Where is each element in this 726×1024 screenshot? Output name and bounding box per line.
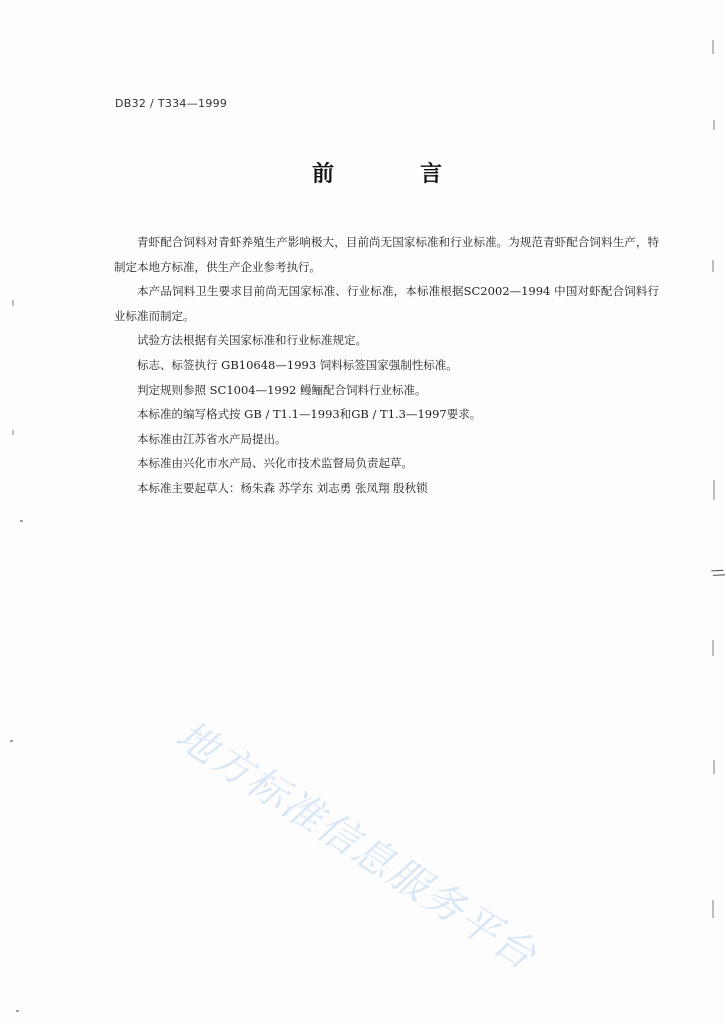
body-paragraph: 本标准的编写格式按 GB / T1.1—1993和GB / T1.3—1997要求。 [137, 407, 482, 422]
body-paragraph: 本标准由兴化市水产局、兴化市技术监督局负责起草。 [137, 456, 413, 471]
body-paragraph: 本标准由江苏省水产局提出。 [137, 431, 287, 446]
scan-artifact-mark [712, 260, 714, 272]
body-paragraph: 本产品饲料卫生要求目前尚无国家标准、行业标准，本标准根据SC2002—1994 中国对虾配合饲料行业标准而制定。 [114, 284, 659, 323]
title-char-2: 言 [420, 161, 443, 187]
scan-artifact-mark [713, 120, 715, 130]
body-paragraph: 青虾配合饲料对青虾养殖生产影响极大，目前尚无国家标准和行业标准。为规范青虾配合饲料生产，特制定本地方标准，供生产企业参考执行。 [114, 235, 659, 274]
scan-artifact-mark [712, 640, 714, 656]
scan-artifact-mark [713, 480, 715, 500]
scan-artifact-mark [712, 40, 714, 54]
title-char-1: 前 [312, 161, 335, 187]
document-code: DB32 / T334—1999 [115, 97, 228, 110]
scan-artifact-mark [12, 300, 14, 306]
scan-artifact-dot [20, 520, 23, 522]
body-paragraph: 试验方法根据有关国家标准和行业标准规定。 [137, 333, 367, 348]
scan-artifact-dot [10, 740, 13, 742]
scan-artifact-mark [713, 760, 715, 774]
watermark-text: 地方标准信息服务平台 [167, 712, 545, 980]
body-paragraph: 标志、标签执行 GB10648—1993 饲料标签国家强制性标准。 [137, 357, 458, 372]
edge-scribble-mark: // [708, 565, 726, 581]
scan-artifact-mark [12, 430, 14, 435]
body-paragraph: 本标准主要起草人：杨朱森 苏学东 刘志勇 张凤翔 殷秋锁 [137, 480, 428, 495]
document-body [114, 230, 659, 501]
scan-artifact-mark [712, 900, 714, 918]
scan-artifact-dot [16, 1010, 19, 1012]
body-paragraph: 判定规则参照 SC1004—1992 鳗鲡配合饲料行业标准。 [137, 382, 427, 397]
